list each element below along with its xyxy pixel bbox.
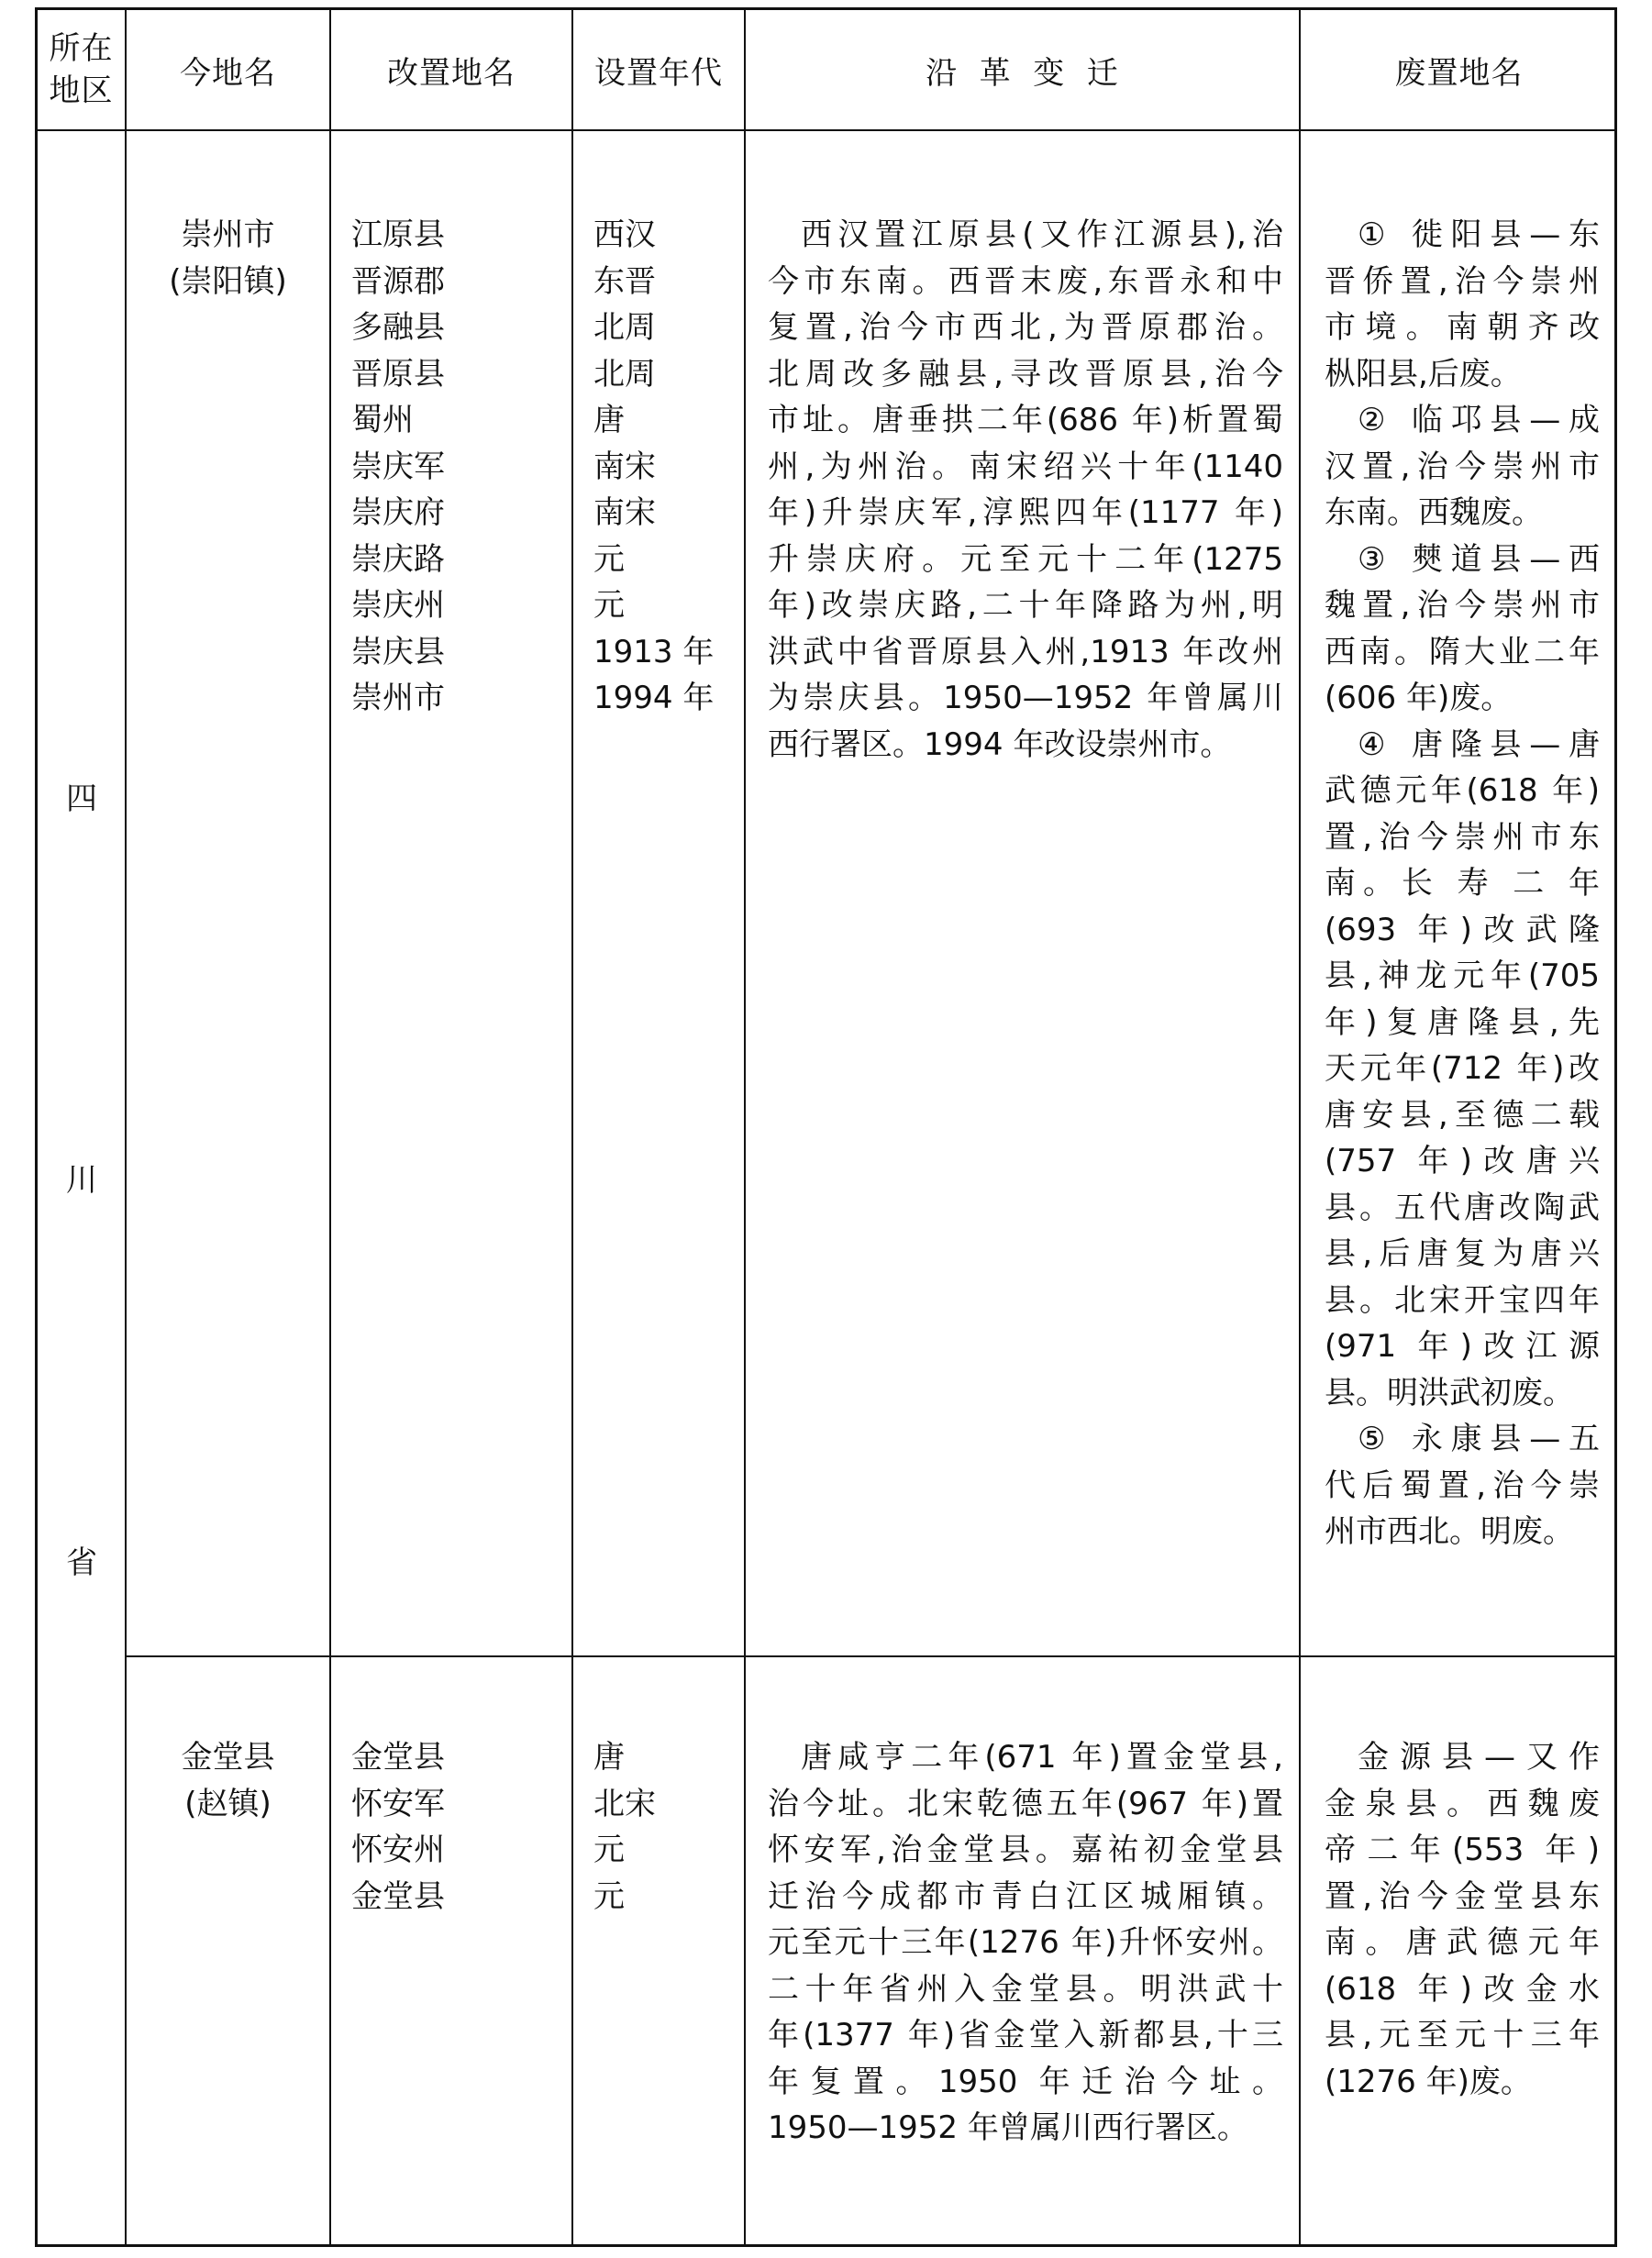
history-line: 迁治今成都市青白江区城厢镇。 xyxy=(768,1877,1283,1915)
history-line: 州,为州治。南宋绍兴十年(1140 xyxy=(768,448,1283,485)
history-line: 西行署区。1994 年改设崇州市。 xyxy=(768,725,1232,763)
abolished-line: 县。明洪武初废。 xyxy=(1325,1374,1574,1411)
column-divider xyxy=(1299,10,1301,2244)
abolished-line: 州市西北。明废。 xyxy=(1325,1513,1574,1550)
era: 1994 年 xyxy=(593,680,715,716)
changed-name: 崇庆府 xyxy=(351,494,445,531)
region-char: 四 xyxy=(66,780,97,817)
header-history: 沿 革 变 迁 xyxy=(926,54,1119,92)
abolished-line: (971 年)改江源 xyxy=(1325,1328,1600,1365)
changed-name: 崇庆州 xyxy=(351,587,445,624)
abolished-line: ⑤ 永康县—五 xyxy=(1358,1421,1600,1457)
abolished-line: ① 徙阳县—东 xyxy=(1358,216,1600,253)
current-name-cell xyxy=(127,1734,329,1827)
abolished-line: (606 年)废。 xyxy=(1325,680,1513,716)
abolished-line: 年)复唐隆县,先 xyxy=(1325,1003,1600,1041)
history-line: 市址。唐垂拱二年(686 年)析置蜀 xyxy=(768,402,1283,438)
abolished-line: (618 年)改金水 xyxy=(1325,1970,1600,2008)
abolished-line: 市境。南朝齐改 xyxy=(1325,309,1600,346)
region-char: 川 xyxy=(66,1162,97,1199)
history-cell xyxy=(768,1734,1283,2152)
header-abolished-names: 废置地名 xyxy=(1394,54,1524,92)
history-line: 为崇庆县。1950—1952 年曾属川 xyxy=(768,680,1283,716)
current-name: 崇州市 xyxy=(181,216,275,253)
abolished-line: (757 年)改唐兴 xyxy=(1325,1143,1600,1179)
abolished-cell xyxy=(1325,212,1600,1555)
abolished-line: 晋侨置,治今崇州 xyxy=(1325,262,1600,300)
current-name-cell xyxy=(127,212,329,304)
abolished-line: 置,治今金堂县东 xyxy=(1325,1877,1600,1915)
history-line: 洪武中省晋原县入州,1913 年改州 xyxy=(768,633,1283,670)
abolished-line: 金源县—又作 xyxy=(1358,1739,1600,1776)
history-cell xyxy=(768,212,1283,768)
column-divider xyxy=(744,10,746,2244)
changed-name: 多融县 xyxy=(351,309,445,346)
history-line: 元至元十三年(1276 年)升怀安州。 xyxy=(768,1924,1283,1961)
era: 北宋 xyxy=(593,1785,656,1822)
era: 唐 xyxy=(593,1739,625,1776)
abolished-line: 枞阳县,后废。 xyxy=(1325,355,1522,393)
abolished-line: 金泉县。西魏废 xyxy=(1325,1785,1600,1822)
era: 元 xyxy=(593,540,625,578)
column-divider xyxy=(329,10,331,2244)
abolished-line: 县。北宋开宝四年 xyxy=(1325,1281,1600,1319)
changed-name: 崇庆军 xyxy=(351,448,445,485)
abolished-line: (1276 年)废。 xyxy=(1325,2063,1532,2100)
abolished-line: 东南。西魏废。 xyxy=(1325,494,1543,531)
changed-name: 崇庆路 xyxy=(351,540,445,578)
era: 北周 xyxy=(593,355,656,393)
abolished-line: 县。五代唐改陶武 xyxy=(1325,1189,1600,1226)
era: 1913 年 xyxy=(593,633,715,670)
eras-cell xyxy=(593,212,714,722)
history-line: 复置,治今市西北,为晋原郡治。 xyxy=(768,309,1283,346)
header-divider xyxy=(38,129,1614,131)
header-region: 所在 地区 xyxy=(49,30,114,109)
abolished-line: 汉置,治今崇州市 xyxy=(1325,448,1600,485)
abolished-line: 魏置,治今崇州市 xyxy=(1325,587,1600,624)
abolished-line: 南。唐武德元年 xyxy=(1325,1924,1600,1961)
changed-name: 怀安州 xyxy=(351,1832,445,1868)
history-line: 唐咸亨二年(671 年)置金堂县, xyxy=(801,1739,1283,1776)
history-line: 年复置。1950 年迁治今址。 xyxy=(768,2063,1283,2100)
header-changed-names: 改置地名 xyxy=(387,54,516,92)
header-established-era: 设置年代 xyxy=(594,54,723,92)
era: 南宋 xyxy=(593,448,656,485)
header-current-name: 今地名 xyxy=(180,54,276,92)
history-line: 西汉置江原县(又作江源县),治 xyxy=(801,216,1283,253)
history-line: 治今址。北宋乾德五年(967 年)置 xyxy=(768,1785,1283,1822)
era: 唐 xyxy=(593,402,625,438)
changed-name: 金堂县 xyxy=(351,1877,445,1915)
gazetteer-table xyxy=(35,7,1617,2247)
era: 东晋 xyxy=(593,262,656,300)
column-divider xyxy=(125,10,127,2244)
abolished-line: 西南。隋大业二年 xyxy=(1325,633,1600,670)
history-line: 怀安军,治金堂县。嘉祐初金堂县 xyxy=(768,1832,1283,1868)
abolished-line: 帝二年(553 年) xyxy=(1325,1832,1600,1868)
history-line: 北周改多融县,寻改晋原县,治今 xyxy=(768,355,1283,393)
changed-name: 怀安军 xyxy=(351,1785,445,1822)
current-name-seat: (崇阳镇) xyxy=(169,262,287,300)
changed-name: 晋源郡 xyxy=(351,262,445,300)
era: 元 xyxy=(593,587,625,624)
era: 西汉 xyxy=(593,216,656,253)
history-line: 年(1377 年)省金堂入新都县,十三 xyxy=(768,2017,1283,2053)
abolished-line: 置,治今崇州市东 xyxy=(1325,818,1600,856)
history-line: 年)升崇庆军,淳熙四年(1177 年) xyxy=(768,494,1283,531)
column-divider xyxy=(571,10,573,2244)
changed-name: 晋原县 xyxy=(351,355,445,393)
abolished-line: (693 年)改武隆 xyxy=(1325,911,1600,948)
era: 元 xyxy=(593,1877,625,1915)
era: 元 xyxy=(593,1832,625,1868)
history-line: 今市东南。西晋末废,东晋永和中 xyxy=(768,262,1283,300)
history-line: 1950—1952 年曾属川西行署区。 xyxy=(768,2109,1248,2146)
region-char: 省 xyxy=(66,1544,97,1581)
era: 南宋 xyxy=(593,494,656,531)
changed-name: 崇庆县 xyxy=(351,633,445,670)
history-line: 二十年省州入金堂县。明洪武十 xyxy=(768,1970,1283,2008)
abolished-line: 唐安县,至德二载 xyxy=(1325,1096,1600,1134)
abolished-line: ③ 僰道县—西 xyxy=(1358,540,1600,578)
changed-names-cell xyxy=(351,1734,445,1920)
abolished-line: 天元年(712 年)改 xyxy=(1325,1050,1600,1087)
changed-name: 金堂县 xyxy=(351,1739,445,1776)
abolished-line: 县,神龙元年(705 xyxy=(1325,957,1600,994)
row-divider xyxy=(125,1655,1614,1657)
era: 北周 xyxy=(593,309,656,346)
abolished-line: 代后蜀置,治今崇 xyxy=(1325,1467,1600,1504)
abolished-line: 南。长 寿 二 年 xyxy=(1325,865,1600,902)
current-name-seat: (赵镇) xyxy=(184,1785,272,1822)
changed-name: 江原县 xyxy=(351,216,445,253)
abolished-line: ② 临邛县—成 xyxy=(1358,402,1600,438)
abolished-line: 武德元年(618 年) xyxy=(1325,772,1600,809)
changed-name: 崇州市 xyxy=(351,680,445,716)
abolished-line: ④ 唐隆县—唐 xyxy=(1358,725,1600,763)
changed-names-cell xyxy=(351,212,445,722)
history-line: 年)改崇庆路,二十年降路为州,明 xyxy=(768,587,1283,624)
eras-cell xyxy=(593,1734,656,1920)
abolished-line: 县,元至元十三年 xyxy=(1325,2017,1600,2053)
abolished-line: 县,后唐复为唐兴 xyxy=(1325,1235,1600,1272)
history-line: 升崇庆府。元至元十二年(1275 xyxy=(768,540,1283,578)
abolished-cell xyxy=(1325,1734,1600,2105)
changed-name: 蜀州 xyxy=(351,402,414,438)
current-name: 金堂县 xyxy=(181,1739,275,1776)
